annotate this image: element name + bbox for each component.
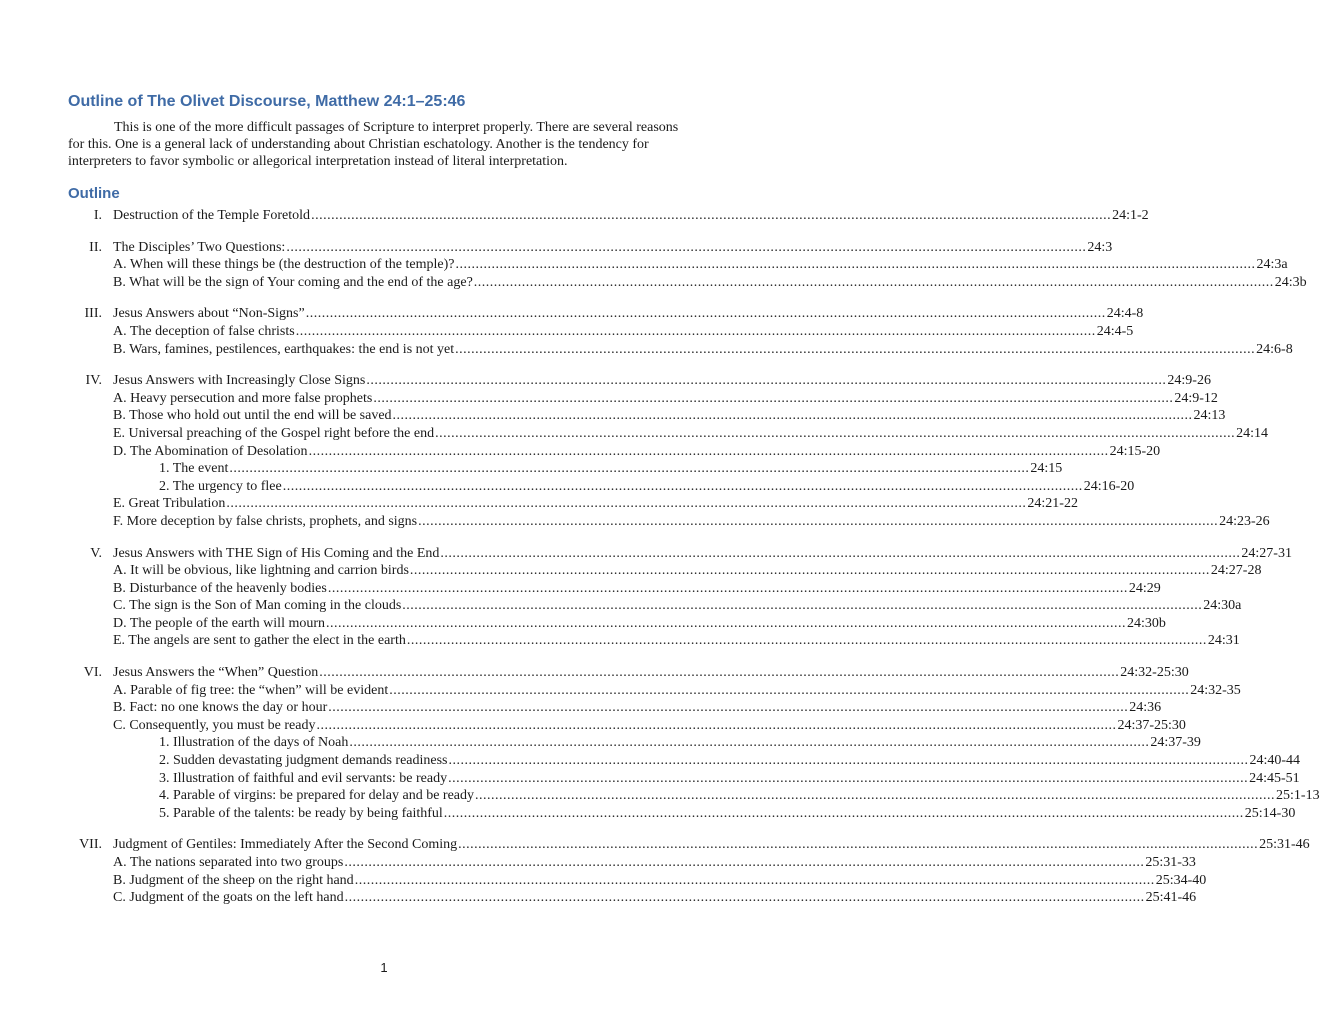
dot-leader: ........................................................................................................................................................................................................ xyxy=(286,239,1087,255)
dot-leader: ........................................................................................................................................................................................................ xyxy=(311,208,1112,223)
entry-text: Jesus Answers with THE Sign of His Coming and the End xyxy=(113,545,440,561)
scripture-reference: 25:31-33 xyxy=(1145,855,1196,870)
scripture-reference: 24:36 xyxy=(1129,700,1162,716)
entry-text: Destruction of the Temple Foretold xyxy=(113,208,311,223)
dot-leader: ........................................................................................................................................................................................................ xyxy=(229,461,1030,477)
dot-leader: ........................................................................................................................................................................................................ xyxy=(305,306,1106,322)
scripture-reference: 25:14-30 xyxy=(1244,805,1296,821)
scripture-reference: 24:14 xyxy=(1236,425,1269,441)
outline-entry xyxy=(113,341,1293,359)
section-heading xyxy=(0,664,1189,682)
sub-item xyxy=(0,323,1134,341)
section-heading xyxy=(0,836,1310,854)
entry-text: 2. The urgency to flee xyxy=(159,478,282,494)
outline-entry xyxy=(113,305,1144,323)
entry-text: B. Judgment of the sheep on the right hand xyxy=(113,872,354,888)
entry-text: 1. The event xyxy=(159,461,229,477)
entry-text: B. Wars, famines, pestilences, earthquakes: the end is not yet xyxy=(113,341,455,357)
outline-entry xyxy=(113,682,1241,700)
sub-item xyxy=(0,615,1166,633)
entry-text: B. Disturbance of the heavenly bodies xyxy=(113,580,327,596)
outline-entry xyxy=(113,632,1240,650)
outline-section xyxy=(0,372,1270,530)
outline-entry xyxy=(113,664,1189,682)
intro-paragraph: This is one of the more difficult passages of Scripture to interpret properly. There are several reasons for this. One is a general lack of understanding about Christian eschatology. Another is the tendency for interpreters to favor symbolic or allegorical interpretation instead of literal interpretation. xyxy=(68,120,679,169)
outline-section xyxy=(0,545,1292,651)
outline-section xyxy=(0,664,1320,822)
sub-item xyxy=(0,274,1307,292)
sub-item xyxy=(0,425,1269,443)
entry-text: Jesus Answers with Increasingly Close Signs xyxy=(113,373,366,389)
outline-entry xyxy=(113,872,1207,890)
dot-leader: ........................................................................................................................................................................................................ xyxy=(308,443,1109,459)
sub-item xyxy=(0,699,1162,717)
outline-list xyxy=(0,207,1320,921)
outline-entry xyxy=(113,495,1078,513)
dot-leader: ........................................................................................................................................................................................................ xyxy=(282,478,1083,494)
section-heading xyxy=(0,545,1292,563)
dot-leader: ........................................................................................................................................................................................................ xyxy=(406,633,1207,649)
dot-leader: ........................................................................................................................................................................................................ xyxy=(473,274,1274,290)
sub-item xyxy=(0,580,1161,598)
outline-entry xyxy=(113,854,1196,872)
scripture-reference: 24:9-26 xyxy=(1167,373,1211,389)
dot-leader: ........................................................................................................................................................................................................ xyxy=(435,425,1236,441)
outline-entry xyxy=(159,770,1300,788)
dot-leader: ........................................................................................................................................................................................................ xyxy=(440,545,1241,561)
dot-leader: ........................................................................................................................................................................................................ xyxy=(295,323,1096,339)
outline-section xyxy=(0,239,1307,292)
outline-entry xyxy=(159,787,1320,805)
scripture-reference: 24:21-22 xyxy=(1027,496,1078,512)
outline-section xyxy=(0,836,1310,906)
scripture-reference: 24:1-2 xyxy=(1112,208,1149,223)
outline-entry xyxy=(113,274,1307,292)
roman-numeral: VI. xyxy=(83,665,102,681)
dot-leader: ........................................................................................................................................................................................................ xyxy=(326,615,1127,631)
entry-text: B. Those who hold out until the end will be saved xyxy=(113,408,392,424)
roman-numeral: IV. xyxy=(85,373,102,389)
outline-entry xyxy=(113,717,1186,735)
outline-entry xyxy=(113,597,1242,615)
scripture-reference: 25:1-13 xyxy=(1276,788,1320,804)
dot-leader: ........................................................................................................................................................................................................ xyxy=(344,890,1145,906)
scripture-reference: 24:27-31 xyxy=(1241,545,1292,561)
scripture-reference: 24:40-44 xyxy=(1249,753,1301,769)
sub-sub-item xyxy=(0,805,1296,823)
scripture-reference: 24:4-8 xyxy=(1106,306,1144,322)
scripture-reference: 25:31-46 xyxy=(1259,837,1310,853)
entry-text: B. What will be the sign of Your coming and the end of the age? xyxy=(113,274,473,290)
sub-item xyxy=(0,889,1197,907)
page-number: 1 xyxy=(380,960,388,975)
dot-leader: ........................................................................................................................................................................................................ xyxy=(455,341,1256,357)
scripture-reference: 24:6-8 xyxy=(1256,341,1293,357)
sub-item xyxy=(0,682,1241,700)
scripture-reference: 24:37-25:30 xyxy=(1117,717,1186,733)
scripture-reference: 25:41-46 xyxy=(1145,890,1197,906)
page-title: Outline of The Olivet Discourse, Matthew 24:1–25:46 xyxy=(68,93,466,110)
dot-leader: ........................................................................................................................................................................................................ xyxy=(328,700,1129,716)
sub-sub-item xyxy=(0,734,1201,752)
dot-leader: ........................................................................................................................................................................................................ xyxy=(448,770,1249,786)
roman-numeral: II. xyxy=(89,239,102,255)
entry-text: C. The sign is the Son of Man coming in the clouds xyxy=(113,598,402,614)
entry-text: E. Great Tribulation xyxy=(113,496,226,512)
scripture-reference: 24:30a xyxy=(1203,598,1242,614)
entry-text: 1. Illustration of the days of Noah xyxy=(159,735,349,751)
outline-entry xyxy=(113,207,1149,225)
entry-text: E. The angels are sent to gather the elect in the earth xyxy=(113,633,406,649)
sub-sub-item xyxy=(0,460,1063,478)
scripture-reference: 24:27-28 xyxy=(1210,563,1262,579)
sub-sub-item xyxy=(0,787,1320,805)
entry-text: Jesus Answers about “Non-Signs” xyxy=(113,306,305,322)
dot-leader: ........................................................................................................................................................................................................ xyxy=(316,717,1117,733)
roman-numeral: III. xyxy=(84,306,102,322)
scripture-reference: 24:9-12 xyxy=(1174,390,1218,406)
sub-item xyxy=(0,513,1270,531)
entry-text: D. The Abomination of Desolation xyxy=(113,443,308,459)
scripture-reference: 24:13 xyxy=(1193,408,1226,424)
roman-numeral: I. xyxy=(93,208,102,223)
entry-text: 2. Sudden devastating judgment demands readiness xyxy=(159,753,448,769)
outline-entry xyxy=(113,513,1270,531)
outline-entry xyxy=(159,460,1063,478)
outline-entry xyxy=(113,256,1288,274)
outline-entry xyxy=(113,562,1262,580)
entry-text: A. Parable of fig tree: the “when” will be evident xyxy=(113,682,389,698)
scripture-reference: 24:15 xyxy=(1030,461,1063,477)
entry-text: C. Consequently, you must be ready xyxy=(113,717,316,733)
scripture-reference: 24:23-26 xyxy=(1219,513,1270,529)
outline-entry xyxy=(113,390,1218,408)
scripture-reference: 24:31 xyxy=(1207,633,1240,649)
dot-leader: ........................................................................................................................................................................................................ xyxy=(448,753,1249,769)
entry-text: Judgment of Gentiles: Immediately After the Second Coming xyxy=(113,837,458,853)
sub-item xyxy=(0,390,1218,408)
scripture-reference: 24:29 xyxy=(1128,580,1161,596)
outline-entry xyxy=(113,443,1161,461)
dot-leader: ........................................................................................................................................................................................................ xyxy=(443,805,1244,821)
sub-sub-item xyxy=(0,770,1300,788)
entry-text: A. When will these things be (the destruction of the temple)? xyxy=(113,257,455,273)
outline-entry xyxy=(113,580,1161,598)
outline-entry xyxy=(159,734,1201,752)
dot-leader: ........................................................................................................................................................................................................ xyxy=(349,735,1150,751)
entry-text: E. Universal preaching of the Gospel right before the end xyxy=(113,425,435,441)
sub-item xyxy=(0,562,1262,580)
sub-item xyxy=(0,341,1293,359)
dot-leader: ........................................................................................................................................................................................................ xyxy=(226,496,1027,512)
scripture-reference: 24:3a xyxy=(1256,257,1288,273)
scripture-reference: 24:15-20 xyxy=(1109,443,1161,459)
dot-leader: ........................................................................................................................................................................................................ xyxy=(402,598,1203,614)
outline-entry xyxy=(113,615,1166,633)
entry-text: B. Fact: no one knows the day or hour xyxy=(113,700,328,716)
scripture-reference: 24:16-20 xyxy=(1083,478,1135,494)
dot-leader: ........................................................................................................................................................................................................ xyxy=(354,872,1155,888)
scripture-reference: 25:34-40 xyxy=(1155,872,1207,888)
entry-text: F. More deception by false christs, prophets, and signs xyxy=(113,513,418,529)
dot-leader: ........................................................................................................................................................................................................ xyxy=(458,837,1259,853)
dot-leader: ........................................................................................................................................................................................................ xyxy=(418,513,1219,529)
scripture-reference: 24:3b xyxy=(1274,274,1307,290)
sub-item xyxy=(0,717,1186,735)
scripture-reference: 24:45-51 xyxy=(1249,770,1300,786)
scripture-reference: 24:3 xyxy=(1087,239,1113,255)
section-heading xyxy=(0,207,1149,225)
dot-leader: ........................................................................................................................................................................................................ xyxy=(373,390,1174,406)
sub-item xyxy=(0,407,1226,425)
entry-text: A. It will be obvious, like lightning and carrion birds xyxy=(113,563,409,579)
entry-text: The Disciples’ Two Questions: xyxy=(113,239,286,255)
entry-text: 4. Parable of virgins: be prepared for delay and be ready xyxy=(159,788,475,804)
entry-text: A. Heavy persecution and more false prophets xyxy=(113,390,373,406)
outline-entry xyxy=(113,889,1197,907)
dot-leader: ........................................................................................................................................................................................................ xyxy=(392,408,1193,424)
outline-entry xyxy=(113,239,1113,257)
sub-sub-item xyxy=(0,478,1135,496)
roman-numeral: V. xyxy=(90,545,102,561)
scripture-reference: 24:4-5 xyxy=(1096,323,1134,339)
dot-leader: ........................................................................................................................................................................................................ xyxy=(455,257,1256,273)
outline-entry xyxy=(113,407,1226,425)
outline-entry xyxy=(113,699,1162,717)
sub-item xyxy=(0,632,1240,650)
outline-entry xyxy=(159,805,1296,823)
outline-section xyxy=(0,207,1149,225)
entry-text: 5. Parable of the talents: be ready by being faithful xyxy=(159,805,443,821)
section-heading xyxy=(0,305,1144,323)
dot-leader: ........................................................................................................................................................................................................ xyxy=(475,788,1276,804)
outline-entry xyxy=(113,836,1310,854)
sub-item xyxy=(0,256,1288,274)
entry-text: 3. Illustration of faithful and evil servants: be ready xyxy=(159,770,448,786)
roman-numeral: VII. xyxy=(79,837,102,853)
outline-heading: Outline xyxy=(68,185,120,202)
sub-item xyxy=(0,872,1207,890)
sub-item xyxy=(0,597,1242,615)
outline-entry xyxy=(159,478,1135,496)
section-heading xyxy=(0,239,1113,257)
outline-entry xyxy=(159,752,1301,770)
section-heading xyxy=(0,372,1211,390)
entry-text: Jesus Answers the “When” Question xyxy=(113,665,319,681)
scripture-reference: 24:32-25:30 xyxy=(1120,665,1189,681)
scripture-reference: 24:30b xyxy=(1127,615,1166,631)
entry-text: A. The nations separated into two groups xyxy=(113,855,344,870)
outline-entry xyxy=(113,545,1292,563)
dot-leader: ........................................................................................................................................................................................................ xyxy=(327,580,1128,596)
outline-entry xyxy=(113,425,1269,443)
sub-item xyxy=(0,495,1078,513)
scripture-reference: 24:37-39 xyxy=(1150,735,1201,751)
dot-leader: ........................................................................................................................................................................................................ xyxy=(366,373,1167,389)
entry-text: D. The people of the earth will mourn xyxy=(113,615,326,631)
dot-leader: ........................................................................................................................................................................................................ xyxy=(319,665,1120,681)
entry-text: A. The deception of false christs xyxy=(113,323,295,339)
outline-section xyxy=(0,305,1293,358)
scripture-reference: 24:32-35 xyxy=(1190,682,1241,698)
sub-sub-item xyxy=(0,752,1301,770)
outline-entry xyxy=(113,323,1134,341)
dot-leader: ........................................................................................................................................................................................................ xyxy=(389,682,1190,698)
entry-text: C. Judgment of the goats on the left hand xyxy=(113,890,344,906)
dot-leader: ........................................................................................................................................................................................................ xyxy=(409,563,1210,579)
outline-entry xyxy=(113,372,1211,390)
sub-item xyxy=(0,854,1196,872)
dot-leader: ........................................................................................................................................................................................................ xyxy=(344,855,1145,870)
sub-item xyxy=(0,443,1161,461)
